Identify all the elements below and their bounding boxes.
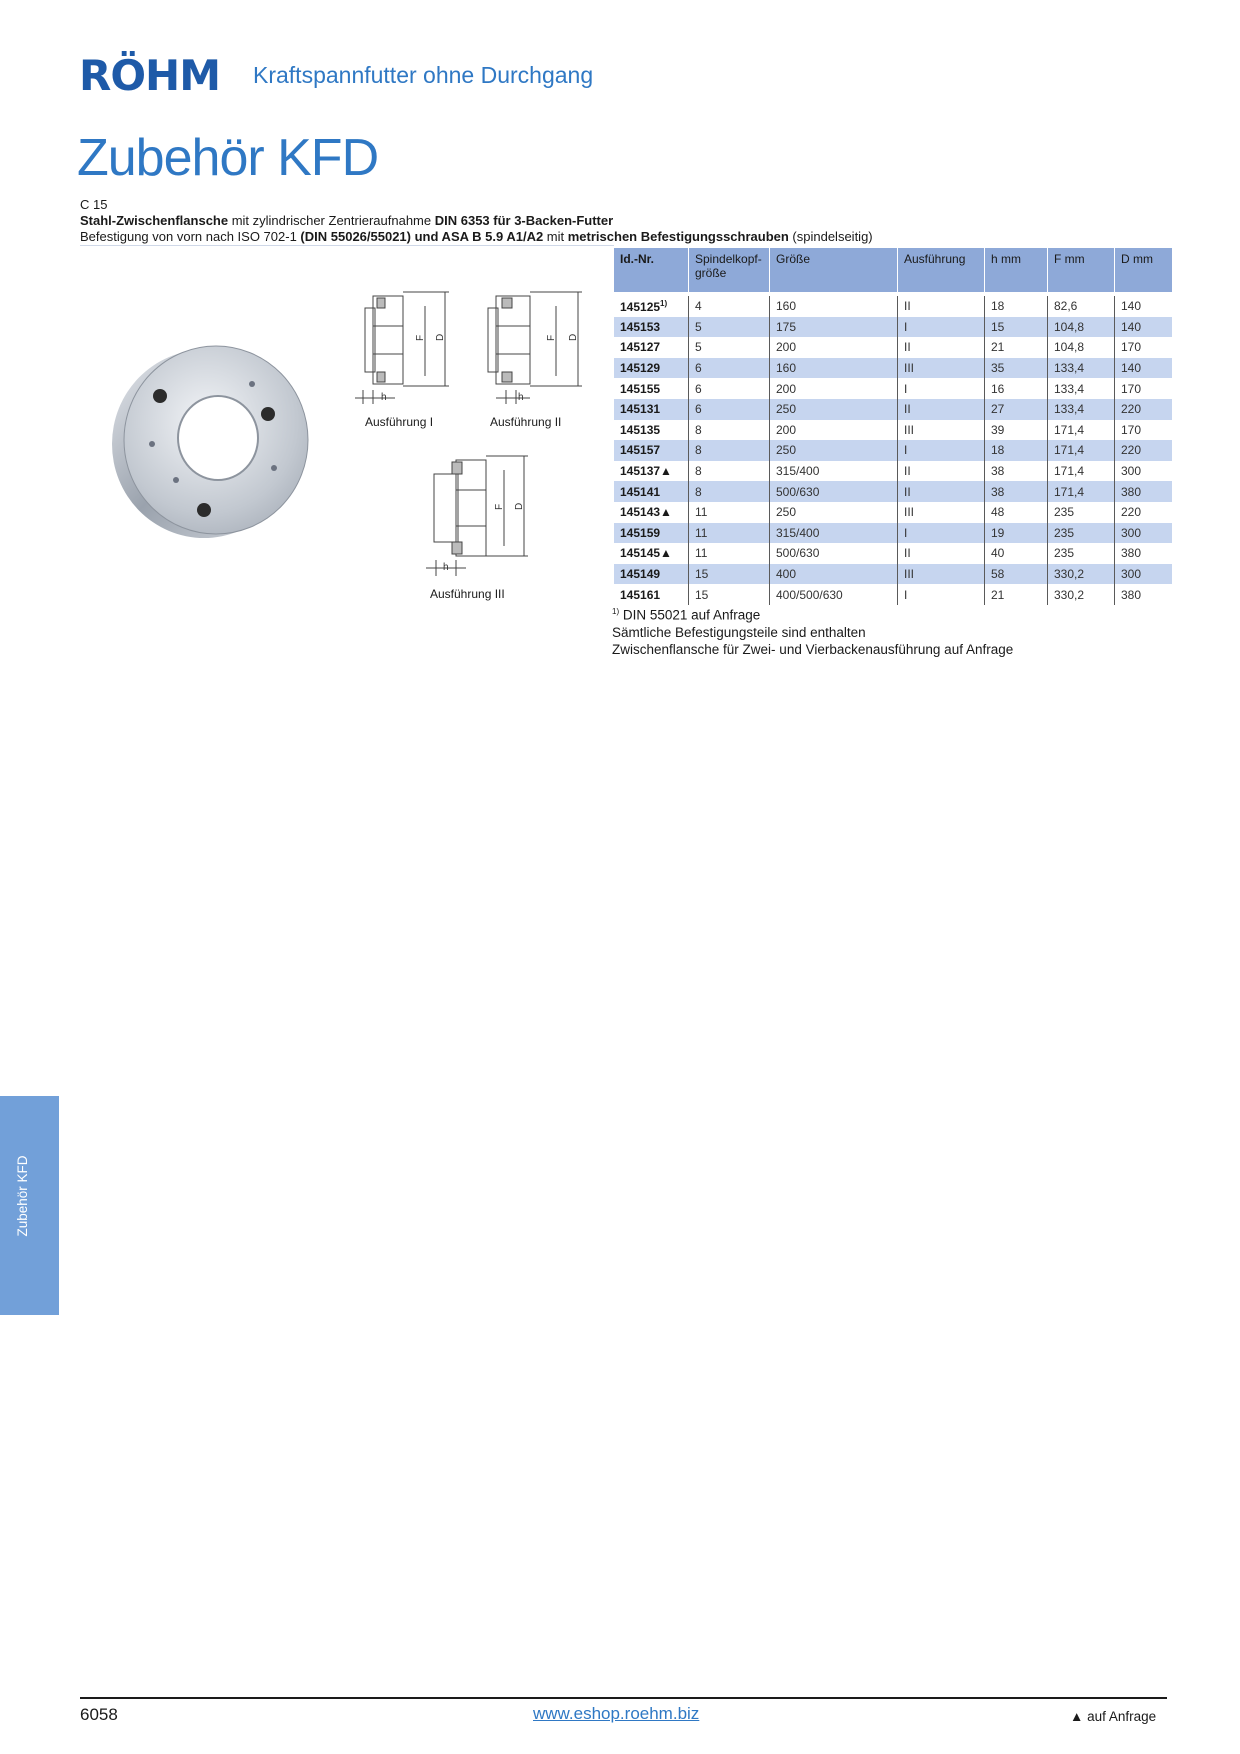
- col-f: F mm: [1048, 248, 1115, 292]
- col-h: h mm: [985, 248, 1048, 292]
- cell-groesse: 500/630: [770, 481, 898, 502]
- table-notes: [612, 603, 1013, 658]
- table-row: [614, 378, 1172, 399]
- cell-d: 380: [1115, 481, 1173, 502]
- drawing-1-label-d: D: [435, 333, 446, 341]
- on-request-marker: ▲: [660, 505, 672, 520]
- cell-f: 82,6: [1048, 296, 1115, 317]
- cell-groesse: 200: [770, 420, 898, 441]
- legend-auf-anfrage: ▲ auf Anfrage: [1070, 1709, 1157, 1724]
- cell-ausfuehrung: I: [898, 378, 985, 399]
- cell-id: 145125$^{1)}$: [614, 296, 689, 317]
- cell-ausfuehrung: II: [898, 461, 985, 482]
- drawing-1-label-h: h: [381, 392, 387, 403]
- table-row: [614, 584, 1172, 605]
- cell-spindelkopf: 5: [689, 337, 770, 358]
- cell-ausfuehrung: II: [898, 481, 985, 502]
- cell-groesse: 160: [770, 296, 898, 317]
- cell-ausfuehrung: II: [898, 337, 985, 358]
- cell-h: 40: [985, 543, 1048, 564]
- cell-groesse: 400: [770, 564, 898, 585]
- cell-spindelkopf: 15: [689, 564, 770, 585]
- intro-line-1: Stahl-Zwischenflansche mit zylindrischer Zentrieraufnahme DIN 6353 für 3-Backen-Futter: [80, 213, 614, 228]
- cell-ausfuehrung: I: [898, 440, 985, 461]
- col-ausfuehrung: Ausführung: [898, 248, 985, 292]
- table-row: [614, 523, 1172, 544]
- drawing-3-label-h: h: [443, 562, 449, 573]
- cell-d: 140: [1121, 299, 1142, 314]
- cell-d: 220: [1115, 399, 1173, 420]
- cell-h: 18: [985, 296, 1048, 317]
- cell-h: 21: [985, 337, 1048, 358]
- cell-id: 145129: [614, 358, 689, 379]
- cell-id: 145155: [614, 378, 689, 399]
- cell-spindelkopf: 11: [689, 523, 770, 544]
- cell-f: 235: [1048, 502, 1115, 523]
- cell-h: 58: [985, 564, 1048, 585]
- cell-groesse: 200: [770, 337, 898, 358]
- header-title: Kraftspannfutter ohne Durchgang: [253, 62, 594, 88]
- spec-table: [614, 248, 1172, 605]
- cell-ausfuehrung: I: [898, 523, 985, 544]
- cell-groesse: 315/400: [770, 523, 898, 544]
- cell-ausfuehrung: II: [898, 543, 985, 564]
- caption-ausfuehrung-3: Ausführung III: [430, 587, 505, 601]
- cell-groesse: 160: [770, 358, 898, 379]
- col-groesse: Größe: [770, 248, 898, 292]
- cell-h: 21: [985, 584, 1048, 605]
- table-row: [614, 337, 1172, 358]
- cell-spindelkopf: 6: [689, 399, 770, 420]
- cell-id: 145127: [614, 337, 689, 358]
- table-row: [614, 564, 1172, 585]
- cell-spindelkopf: 11: [689, 502, 770, 523]
- on-request-marker: ▲: [660, 464, 672, 479]
- cell-spindelkopf: 5: [689, 317, 770, 338]
- cell-h: 15: [985, 317, 1048, 338]
- cell-ausfuehrung: III: [898, 420, 985, 441]
- cell-groesse: 250: [770, 399, 898, 420]
- footer-divider: [80, 1697, 1167, 1699]
- cell-h: 38: [985, 481, 1048, 502]
- page-title: Zubehör KFD: [77, 129, 379, 187]
- cell-id: 145131: [614, 399, 689, 420]
- cell-spindelkopf: 4: [689, 296, 770, 317]
- cell-h: 16: [985, 378, 1048, 399]
- cell-groesse: 250: [770, 440, 898, 461]
- cell-groesse: 175: [770, 317, 898, 338]
- cell-d: 170: [1121, 340, 1142, 355]
- cell-h: 27: [985, 399, 1048, 420]
- cell-groesse: 250: [770, 502, 898, 523]
- cell-groesse: 400/500/630: [770, 584, 898, 605]
- shop-link[interactable]: www.eshop.roehm.biz: [533, 1704, 700, 1723]
- cell-d: 170: [1121, 381, 1142, 396]
- table-header-row: [614, 248, 1172, 292]
- cell-spindelkopf: 8: [689, 440, 770, 461]
- cell-spindelkopf: 11: [689, 543, 770, 564]
- cell-id: 145141: [614, 481, 689, 502]
- cell-h: 18: [985, 440, 1048, 461]
- cell-f: 133,4: [1048, 399, 1115, 420]
- cell-f: 104,8: [1048, 317, 1115, 338]
- flange-product-image: [112, 340, 312, 540]
- cell-h: 39: [985, 420, 1048, 441]
- cell-groesse: 315/400: [770, 461, 898, 482]
- drawing-2-label-f: F: [546, 334, 557, 341]
- cell-d: 220: [1121, 505, 1142, 520]
- cell-f: 235: [1048, 543, 1115, 564]
- cell-spindelkopf: 6: [689, 358, 770, 379]
- drawing-ausfuehrung-2: [482, 286, 592, 404]
- intro-divider: [80, 245, 614, 246]
- cell-ausfuehrung: III: [898, 564, 985, 585]
- cell-id: 145159: [614, 523, 689, 544]
- cell-f: 330,2: [1048, 584, 1115, 605]
- cell-id: 145149: [614, 564, 689, 585]
- cell-id: 145143▲: [614, 502, 689, 523]
- cell-id: 145153: [614, 317, 689, 338]
- cell-ausfuehrung: I: [898, 584, 985, 605]
- cell-h: 38: [985, 461, 1048, 482]
- product-code: C 15: [80, 197, 108, 212]
- page-number: 6058: [80, 1705, 118, 1724]
- cell-h: 48: [985, 502, 1048, 523]
- cell-ausfuehrung: II: [898, 296, 985, 317]
- drawing-ausfuehrung-1: [355, 286, 465, 404]
- table-row: [614, 358, 1172, 379]
- drawing-1-label-f: F: [415, 334, 426, 341]
- cell-d: 140: [1115, 317, 1173, 338]
- cell-d: 300: [1115, 523, 1173, 544]
- cell-id: 145137▲: [614, 461, 689, 482]
- cell-h: 19: [985, 523, 1048, 544]
- table-row: [614, 420, 1172, 441]
- table-row: [614, 481, 1172, 502]
- table-row: [614, 543, 1172, 564]
- cell-f: 104,8: [1048, 337, 1115, 358]
- roehm-logo: [79, 51, 220, 100]
- cell-id: 145157: [614, 440, 689, 461]
- cell-ausfuehrung: II: [898, 399, 985, 420]
- cell-f: 171,4: [1048, 481, 1115, 502]
- drawing-2-label-d: D: [568, 333, 579, 341]
- table-row: [614, 502, 1172, 523]
- cell-ausfuehrung: I: [898, 317, 985, 338]
- cell-d: 220: [1115, 440, 1173, 461]
- cell-f: 133,4: [1048, 378, 1115, 399]
- table-row: [614, 317, 1172, 338]
- cell-spindelkopf: 8: [689, 461, 770, 482]
- on-request-marker: ▲: [660, 546, 672, 561]
- cell-d: 300: [1115, 564, 1173, 585]
- cell-d: 380: [1121, 546, 1142, 561]
- cell-spindelkopf: 6: [689, 378, 770, 399]
- cell-groesse: 500/630: [770, 543, 898, 564]
- intro-line-2: Befestigung von vorn nach ISO 702-1 (DIN 55026/55021) und ASA B 5.9 A1/A2 mit metrischen Befestigungsschrauben (spindelseitig): [80, 229, 873, 244]
- cell-f: 171,4: [1048, 461, 1115, 482]
- cell-d: 170: [1121, 422, 1142, 437]
- col-d: D mm: [1115, 248, 1173, 292]
- col-spindelkopf: Spindelkopf-größe: [689, 248, 770, 292]
- footnote-marker: 1): [660, 298, 668, 308]
- table-row: [614, 440, 1172, 461]
- cell-f: 133,4: [1048, 358, 1115, 379]
- cell-spindelkopf: 8: [689, 420, 770, 441]
- drawing-3-label-f: F: [494, 503, 505, 510]
- note-1: $^{1)}$ DIN 55021 auf Anfrage: [612, 607, 761, 623]
- cell-ausfuehrung: III: [898, 358, 985, 379]
- intro-text: [80, 197, 873, 245]
- cell-spindelkopf: 15: [689, 584, 770, 605]
- table-row: [614, 399, 1172, 420]
- cell-f: 330,2: [1048, 564, 1115, 585]
- logo-text: RÖHM: [79, 51, 220, 100]
- cell-f: 171,4: [1048, 420, 1115, 441]
- cell-f: 235: [1048, 523, 1115, 544]
- cell-id: 145135: [614, 420, 689, 441]
- cell-d: 140: [1115, 358, 1173, 379]
- cell-groesse: 200: [770, 378, 898, 399]
- caption-ausfuehrung-1: Ausführung I: [365, 415, 434, 429]
- table-row: [614, 296, 1172, 317]
- drawing-3-label-d: D: [514, 502, 525, 510]
- cell-id: 145161: [614, 584, 689, 605]
- cell-ausfuehrung: III: [898, 502, 985, 523]
- note-3: Zwischenflansche für Zwei- und Vierbackenausführung auf Anfrage: [612, 641, 1014, 657]
- cell-f: 171,4: [1048, 440, 1115, 461]
- drawing-ausfuehrung-3: [422, 452, 542, 578]
- cell-d: 380: [1121, 587, 1142, 602]
- note-2: Sämtliche Befestigungsteile sind enthalten: [612, 624, 866, 640]
- side-tab-label: Zubehör KFD: [15, 1155, 30, 1237]
- cell-spindelkopf: 8: [689, 481, 770, 502]
- col-id: Id.-Nr.: [614, 248, 689, 292]
- caption-ausfuehrung-2: Ausführung II: [490, 415, 562, 429]
- cell-id: 145145▲: [614, 543, 689, 564]
- table-row: [614, 461, 1172, 482]
- cell-d: 300: [1121, 464, 1142, 479]
- side-tab: [0, 1096, 59, 1315]
- cell-h: 35: [985, 358, 1048, 379]
- drawing-2-label-h: h: [518, 392, 524, 403]
